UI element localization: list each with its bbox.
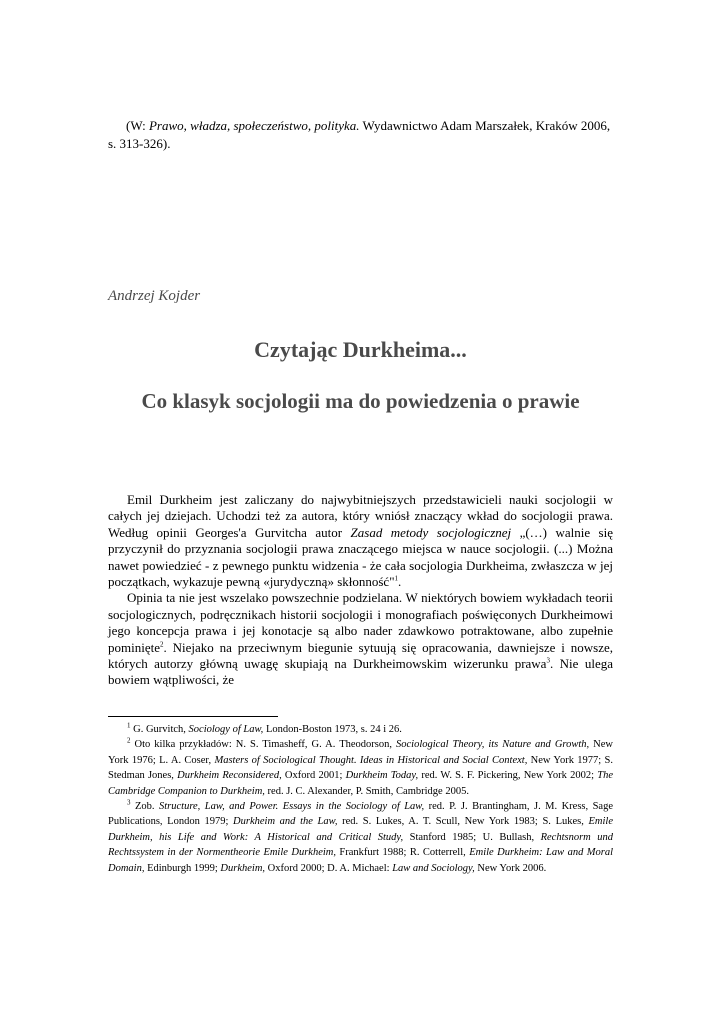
footnote-reference[interactable]: 3 bbox=[546, 656, 550, 665]
cited-title: Structure, Law, and Power. Essays in the Sociology of Law, bbox=[158, 801, 425, 813]
paragraph-text: Opinia ta nie jest wszelako powszechnie podzielana. W niektórych bowiem wykładach teorii socjologicznych, podręcznikach historii socjologii i monografiach poświęconych Durkheimowi jego koncepcja prawa i jej konotacje są albo nader zdawkowo potraktowane, albo zupełnie pominięte bbox=[108, 590, 613, 655]
footnote-number: 2 bbox=[127, 736, 131, 745]
footnotes bbox=[108, 722, 613, 876]
cited-title: Emile Durkheim: Law and Moral Domain, bbox=[108, 847, 613, 874]
cited-title: Masters of Sociological Thought. Ideas in Historical and Social Context, bbox=[214, 754, 528, 766]
footnote-number: 1 bbox=[127, 721, 131, 730]
footnote-text: red. S. Lukes, A. T. Scull, New York 1983; S. Lukes, bbox=[337, 816, 589, 828]
footnote-reference[interactable]: 2 bbox=[160, 640, 164, 649]
footnote-text: London-Boston 1973, s. 24 i 26. bbox=[263, 724, 402, 735]
footnote-text: Oxford 2000; D. A. Michael: bbox=[265, 862, 393, 874]
cited-title: Emile Durkheim, his Life and Work: A Historical and Critical Study, bbox=[108, 816, 613, 843]
footnote bbox=[108, 799, 613, 876]
footnote-text: New York 1977; S. Stedman Jones, bbox=[108, 754, 613, 782]
paragraph-text: . Nie ulega bowiem wątpliwości, że bbox=[108, 656, 614, 688]
paragraph-text: . bbox=[398, 574, 402, 590]
source-book-title: Prawo, władza, społeczeństwo, polityka. bbox=[148, 118, 360, 133]
cited-title: Durkheim Today, bbox=[345, 770, 419, 782]
cited-title: The Cambridge Companion to Durkheim, bbox=[108, 770, 613, 797]
paragraph-text: . Niejako na przeciwnym biegunie sytuują się opracowania, dawniejsze i nowsze, których autorzy główną uwagę skupiają na Durkheimowskim wizerunku prawa bbox=[108, 639, 613, 672]
footnote-number: 3 bbox=[127, 798, 131, 807]
title-main: Czytając Durkheima... bbox=[254, 337, 467, 362]
footnote-text: red. J. C. Alexander, P. Smith, Cambridge 2005. bbox=[264, 785, 469, 797]
author-name: Andrzej Kojder bbox=[108, 288, 201, 304]
footnote-text: Edinburgh 1999; bbox=[144, 862, 221, 874]
source-prefix: (W: bbox=[126, 118, 149, 133]
cited-title: Sociology of Law, bbox=[188, 724, 264, 735]
source-publisher: Wydawnictwo Adam Marszałek, Kraków 2006, s. 313-326). bbox=[108, 118, 611, 151]
footnote-text: Oxford 2001; bbox=[281, 770, 346, 782]
paragraph bbox=[108, 590, 613, 688]
book-title: Zasad metody socjologicznej bbox=[350, 524, 512, 540]
footnote bbox=[108, 722, 613, 737]
footnote-text: red. W. S. F. Pickering, New York 2002; bbox=[418, 770, 598, 782]
footnote bbox=[108, 737, 613, 799]
cited-title: Law and Sociology, bbox=[392, 862, 475, 874]
body-text bbox=[108, 492, 613, 689]
cited-title: Durkheim Reconsidered, bbox=[177, 770, 282, 782]
source-note bbox=[108, 117, 613, 153]
paragraph-text: Emil Durkheim jest zaliczany do najwybitniejszych przedstawicieli nauki socjologii w całych jej dziejach. Uchodzi też za autora, który wniósł znaczący wkład do socjologii prawa. Według opinii Georges'a Gurvitcha autor bbox=[108, 492, 613, 540]
cited-title: Durkheim and the Law, bbox=[233, 816, 338, 828]
footnote-text: New York 2006. bbox=[474, 862, 547, 874]
footnote-text: Stanford 1985; U. Bullash, bbox=[403, 831, 541, 843]
footnote-separator bbox=[108, 716, 278, 717]
footnote-reference[interactable]: 1 bbox=[394, 574, 399, 583]
paragraph bbox=[108, 492, 613, 590]
footnote-text: Zob. bbox=[130, 801, 159, 813]
footnote-text: red. P. J. Brantingham, J. M. Kress, Sage Publications, London 1979; bbox=[108, 801, 613, 828]
title-subtitle: Co klasyk socjologii ma do powiedzenia o prawie bbox=[141, 389, 580, 413]
footnote-text: Oto kilka przykładów: N. S. Timasheff, G. A. Theodorson, bbox=[130, 739, 397, 751]
footnote-text: G. Gurvitch, bbox=[130, 724, 189, 735]
cited-title: Sociological Theory, its Nature and Growth, bbox=[396, 739, 590, 751]
footnote-text: New York 1976; L. A. Coser, bbox=[108, 739, 613, 766]
cited-title: Rechtsnorm und Rechtssystem in der Normentheorie Emile Durkheim, bbox=[108, 831, 613, 859]
footnote-text: Frankfurt 1988; R. Cotterrell, bbox=[335, 847, 470, 859]
cited-title: Durkheim, bbox=[220, 862, 266, 874]
paragraph-text: „(…) walnie się przyczynił do przyznania socjologii prawa znaczącego miejsca w nauce socjologii. (...) Można nawet powiedzieć - z pewnego punktu widzenia - że cała socjologia Durkheima, zwłaszcza w jej początkach, wykazuje pewną «jurydyczną» skłonność" bbox=[108, 524, 613, 590]
